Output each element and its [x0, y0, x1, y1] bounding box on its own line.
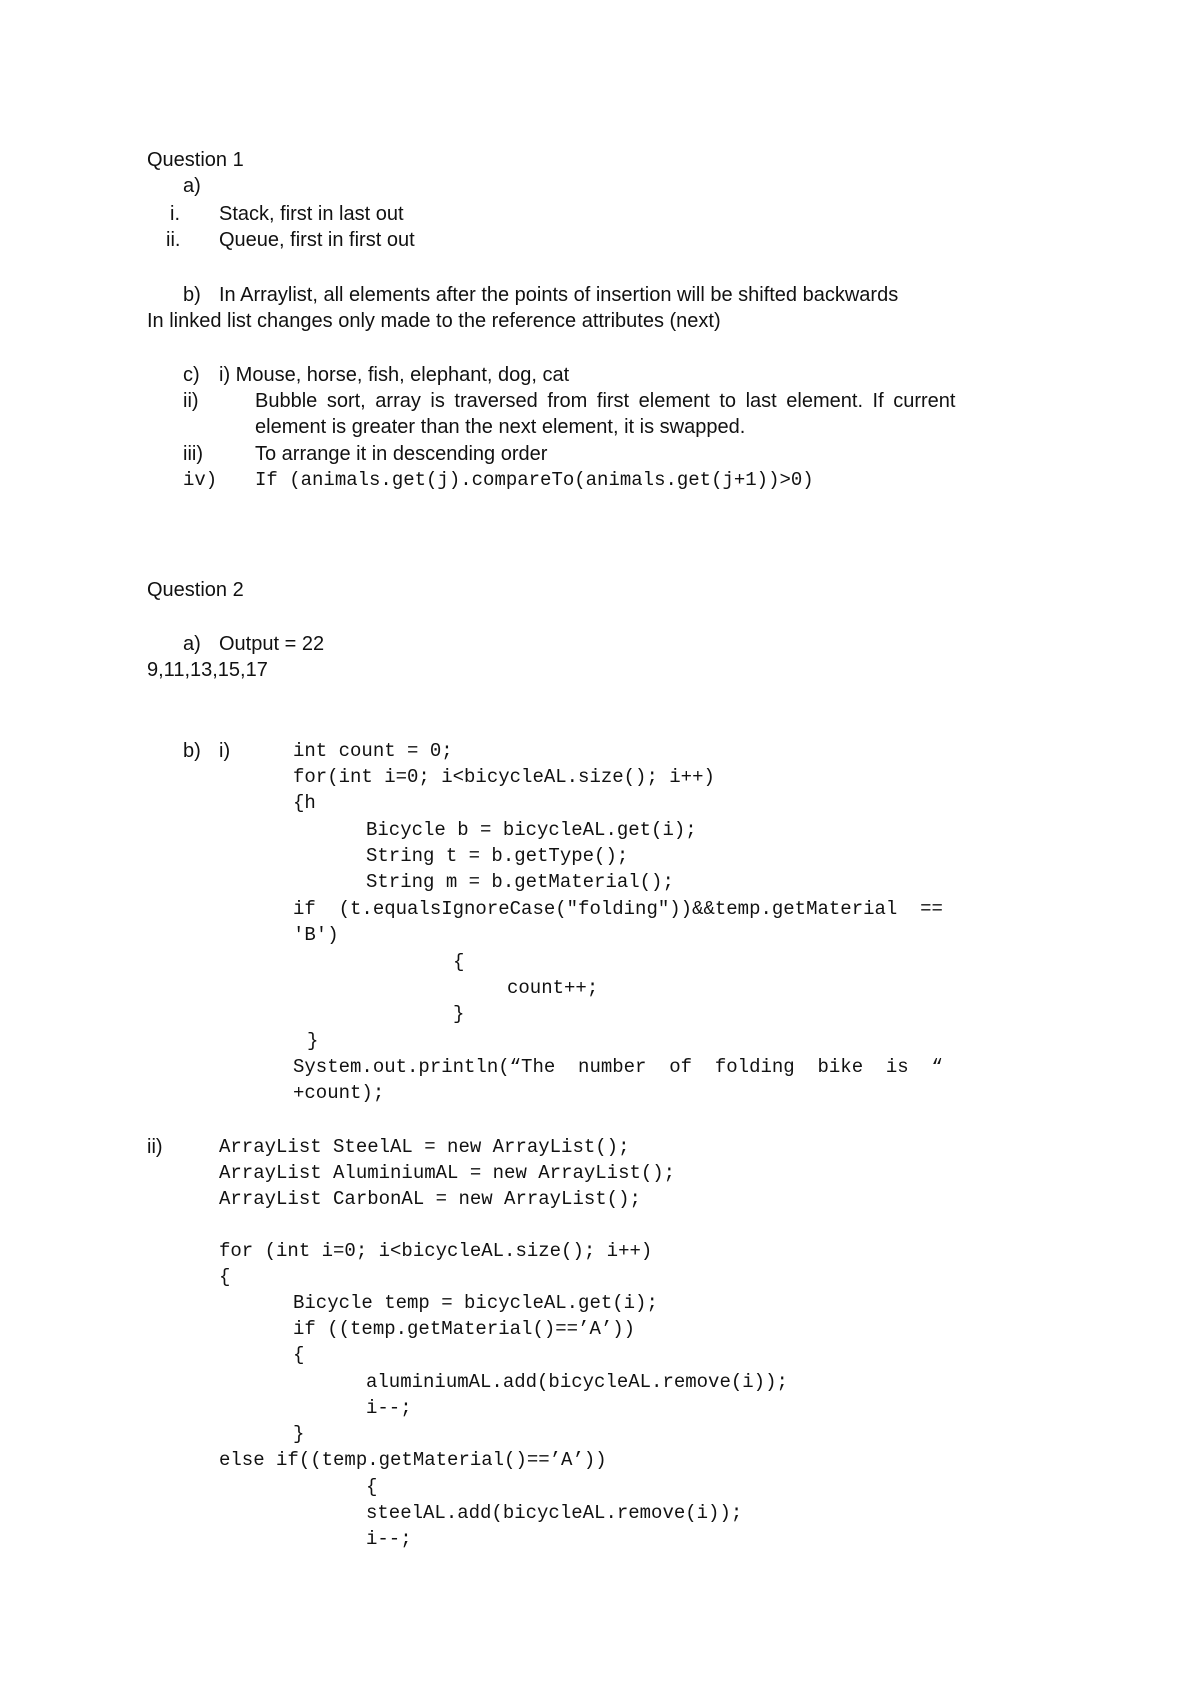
b-ii-code-line: } [293, 1423, 305, 1445]
q1-c-ii-line-2: element is greater than the next element, it is swapped. [255, 416, 746, 438]
b-i-code-line: } [453, 1003, 465, 1025]
b-ii-code-line: steelAL.add(bicycleAL.remove(i)); [366, 1502, 743, 1524]
q1-c-label: c) [183, 364, 200, 386]
b-i-code-line: System.out.println(“The number of folding bike is “ [293, 1056, 943, 1078]
b-i-code-line: +count); [293, 1082, 385, 1104]
q1-a-ii-number: ii. [166, 229, 181, 251]
question-2-heading: Question 2 [147, 579, 244, 601]
b-i-code-line: Bicycle b = bicycleAL.get(i); [366, 819, 697, 841]
q2-a-text: Output = 22 [219, 633, 325, 655]
question-1-heading: Question 1 [147, 149, 244, 171]
q2-b-i-number: i) [219, 740, 231, 762]
q1-c-ii-line-1: Bubble sort, array is traversed from first element to last element. If current [255, 390, 956, 412]
q2-a-label: a) [183, 633, 201, 655]
b-ii-code-line: for (int i=0; i<bicycleAL.size(); i++) [219, 1240, 653, 1262]
b-ii-code-line: Bicycle temp = bicycleAL.get(i); [293, 1292, 658, 1314]
q1-b-text-continued: In linked list changes only made to the reference attributes (next) [147, 310, 721, 332]
b-ii-code-line: ArrayList CarbonAL = new ArrayList(); [219, 1188, 641, 1210]
q1-c-i-text: i) Mouse, horse, fish, elephant, dog, cat [219, 364, 570, 386]
b-ii-code-line: i--; [366, 1397, 412, 1419]
b-i-code-line: if (t.equalsIgnoreCase("folding"))&&temp.getMaterial == [293, 898, 943, 920]
q1-a-i-text: Stack, first in last out [219, 203, 404, 225]
q1-a-i-number: i. [170, 203, 180, 225]
q1-c-iii-number: iii) [183, 443, 203, 465]
q2-b-label: b) [183, 740, 201, 762]
b-i-code-line: 'B') [293, 924, 339, 946]
q2-b-ii-number: ii) [147, 1136, 163, 1158]
q1-c-iv-code: If (animals.get(j).compareTo(animals.get(j+1))>0) [255, 469, 814, 491]
b-i-code-line: for(int i=0; i<bicycleAL.size(); i++) [293, 766, 715, 788]
b-i-code-line: { [453, 951, 465, 973]
b-ii-code-line: else if((temp.getMaterial()==’A’)) [219, 1449, 607, 1471]
b-i-code-line: String m = b.getMaterial(); [366, 871, 674, 893]
q1-b-text: In Arraylist, all elements after the points of insertion will be shifted backwards [219, 284, 899, 306]
b-i-code-line: String t = b.getType(); [366, 845, 629, 867]
b-ii-code-line: if ((temp.getMaterial()==’A’)) [293, 1318, 636, 1340]
q1-a-ii-text: Queue, first in first out [219, 229, 415, 251]
b-ii-code-line: ArrayList SteelAL = new ArrayList(); [219, 1136, 630, 1158]
b-ii-code-line: { [293, 1344, 305, 1366]
q1-c-iii-text: To arrange it in descending order [255, 443, 548, 465]
q1-c-iv-number: iv) [183, 469, 218, 491]
b-ii-code-line: i--; [366, 1528, 412, 1550]
q1-c-ii-number: ii) [183, 390, 199, 412]
b-i-code-line: int count = 0; [293, 740, 453, 762]
q2-a-sequence: 9,11,13,15,17 [147, 659, 268, 681]
b-i-code-line: {h [293, 792, 316, 814]
b-i-code-line: count++; [507, 977, 599, 999]
b-i-code-line: } [307, 1030, 319, 1052]
b-ii-code-line: aluminiumAL.add(bicycleAL.remove(i)); [366, 1371, 788, 1393]
q1-b-label: b) [183, 284, 201, 306]
b-ii-code-line: { [219, 1266, 231, 1288]
q1-a-label: a) [183, 175, 201, 197]
b-ii-code-line: { [366, 1476, 378, 1498]
b-ii-code-line: ArrayList AluminiumAL = new ArrayList(); [219, 1162, 676, 1184]
